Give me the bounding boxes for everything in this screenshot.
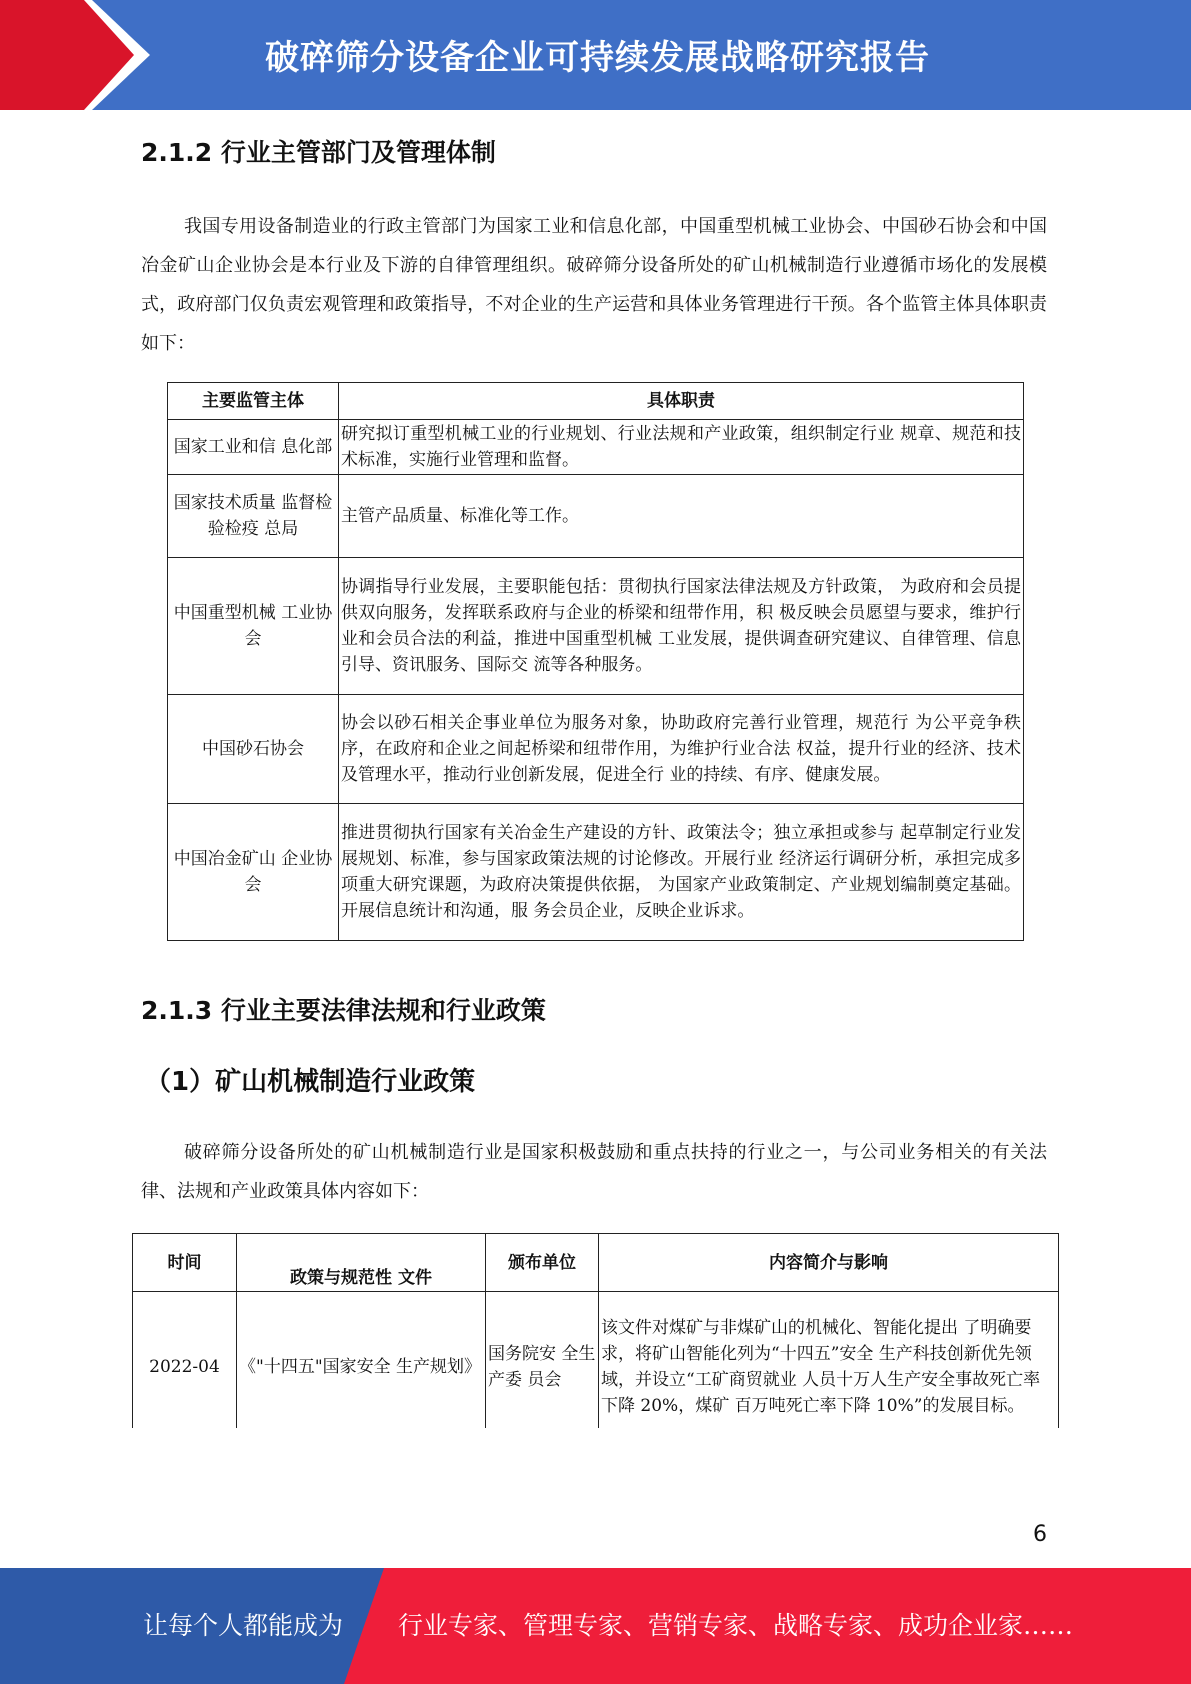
entity-cell: 中国重型机械 工业协会 — [168, 558, 339, 695]
table-header-cell: 具体职责 — [339, 383, 1024, 420]
table-row — [133, 1292, 1059, 1443]
table-row — [168, 420, 1024, 475]
table-row — [168, 695, 1024, 804]
section-paragraph: 破碎筛分设备所处的矿山机械制造行业是国家积极鼓励和重点扶持的行业之一，与公司业务相关的有关法律、法规和产业政策具体内容如下： — [141, 1142, 1047, 1202]
section-paragraph: 我国专用设备制造业的行政主管部门为国家工业和信息化部，中国重型机械工业协会、中国砂石协会和中国冶金矿山企业协会是本行业及下游的自律管理组织。破碎筛分设备所处的矿山机械制造行业遵循市场化的发展模式，政府部门仅负责宏观管理和政策指导，不对企业的生产运营和具体业务管理进行干预。各个监管主体具体职责如下： — [141, 216, 1047, 354]
table-row — [168, 558, 1024, 695]
issuer-cell: 国务院安 全生产委 员会 — [486, 1292, 599, 1443]
time-cell: 2022-04 — [133, 1292, 237, 1443]
table-header-cell: 政策与规范性 文件 — [237, 1234, 486, 1292]
entity-cell: 中国砂石协会 — [168, 695, 339, 804]
header-arrow-decoration — [0, 0, 200, 110]
footer-slogan-right: 行业专家、管理专家、营销专家、战略专家、成功企业家…… — [398, 1611, 1074, 1640]
summary-cell: 该文件对煤矿与非煤矿山的机械化、智能化提出 了明确要求，将矿山智能化列为“十四五”安全 生产科技创新优先领域，并设立“工矿商贸就业 人员十万人生产安全事故死亡率下降 20%，煤矿 百万吨死亡率下降 10%”的发展目标。 — [599, 1292, 1059, 1443]
entity-cell: 中国冶金矿山 企业协会 — [168, 804, 339, 941]
table-header-cell: 颁布单位 — [486, 1234, 599, 1292]
subsection-heading: （1）矿山机械制造行业政策 — [145, 1067, 476, 1097]
document-cell: 《"十四五"国家安全 生产规划》 — [237, 1292, 486, 1443]
footer-slogan-left: 让每个人都能成为 — [143, 1611, 344, 1640]
table-header-row — [133, 1234, 1059, 1292]
section-heading-2-1-3: 2.1.3 行业主要法律法规和行业政策 — [141, 996, 546, 1025]
duty-cell: 推进贯彻执行国家有关冶金生产建设的方针、政策法令；独立承担或参与 起草制定行业发展规划、标准，参与国家政策法规的讨论修改。开展行业 经济运行调研分析，承担完成多项重大研究课题，为政府决策提供依据， 为国家产业政策制定、产业规划编制奠定基础。开展信息统计和沟通，服 务会员企业，反映企业诉求。 — [339, 804, 1024, 941]
duty-cell: 协会以砂石相关企事业单位为服务对象，协助政府完善行业管理，规范行 为公平竞争秩序，在政府和企业之间起桥梁和纽带作用，为维护行业合法 权益，提升行业的经济、技术及管理水平，推动行业创新发展，促进全行 业的持续、有序、健康发展。 — [339, 695, 1024, 804]
table-header-cell: 时间 — [133, 1234, 237, 1292]
table-header-cell: 内容简介与影响 — [599, 1234, 1059, 1292]
duty-cell: 主管产品质量、标准化等工作。 — [339, 475, 1024, 558]
page-number: 6 — [1033, 1522, 1047, 1547]
duty-cell: 协调指导行业发展，主要职能包括：贯彻执行国家法律法规及方针政策， 为政府和会员提供双向服务，发挥联系政府与企业的桥梁和纽带作用，积 极反映会员愿望与要求，维护行业和会员合法的利益，推进中国重型机械 工业发展，提供调查研究建议、自律管理、信息引导、资讯服务、国际交 流等各种服务。 — [339, 558, 1024, 695]
table-row — [168, 804, 1024, 941]
regulators-table — [167, 382, 1024, 941]
table-header-cell: 主要监管主体 — [168, 383, 339, 420]
section-heading-2-1-2: 2.1.2 行业主管部门及管理体制 — [141, 138, 496, 167]
policy-table — [132, 1233, 1059, 1443]
page-footer — [0, 1568, 1191, 1684]
entity-cell: 国家技术质量 监督检验检疫 总局 — [168, 475, 339, 558]
page-header — [0, 0, 1191, 110]
table-header-row — [168, 383, 1024, 420]
entity-cell: 国家工业和信 息化部 — [168, 420, 339, 475]
table-page-break — [120, 1428, 1080, 1488]
table-row — [168, 475, 1024, 558]
report-title: 破碎筛分设备企业可持续发展战略研究报告 — [265, 38, 930, 78]
duty-cell: 研究拟订重型机械工业的行业规划、行业法规和产业政策，组织制定行业 规章、规范和技术标准，实施行业管理和监督。 — [339, 420, 1024, 475]
